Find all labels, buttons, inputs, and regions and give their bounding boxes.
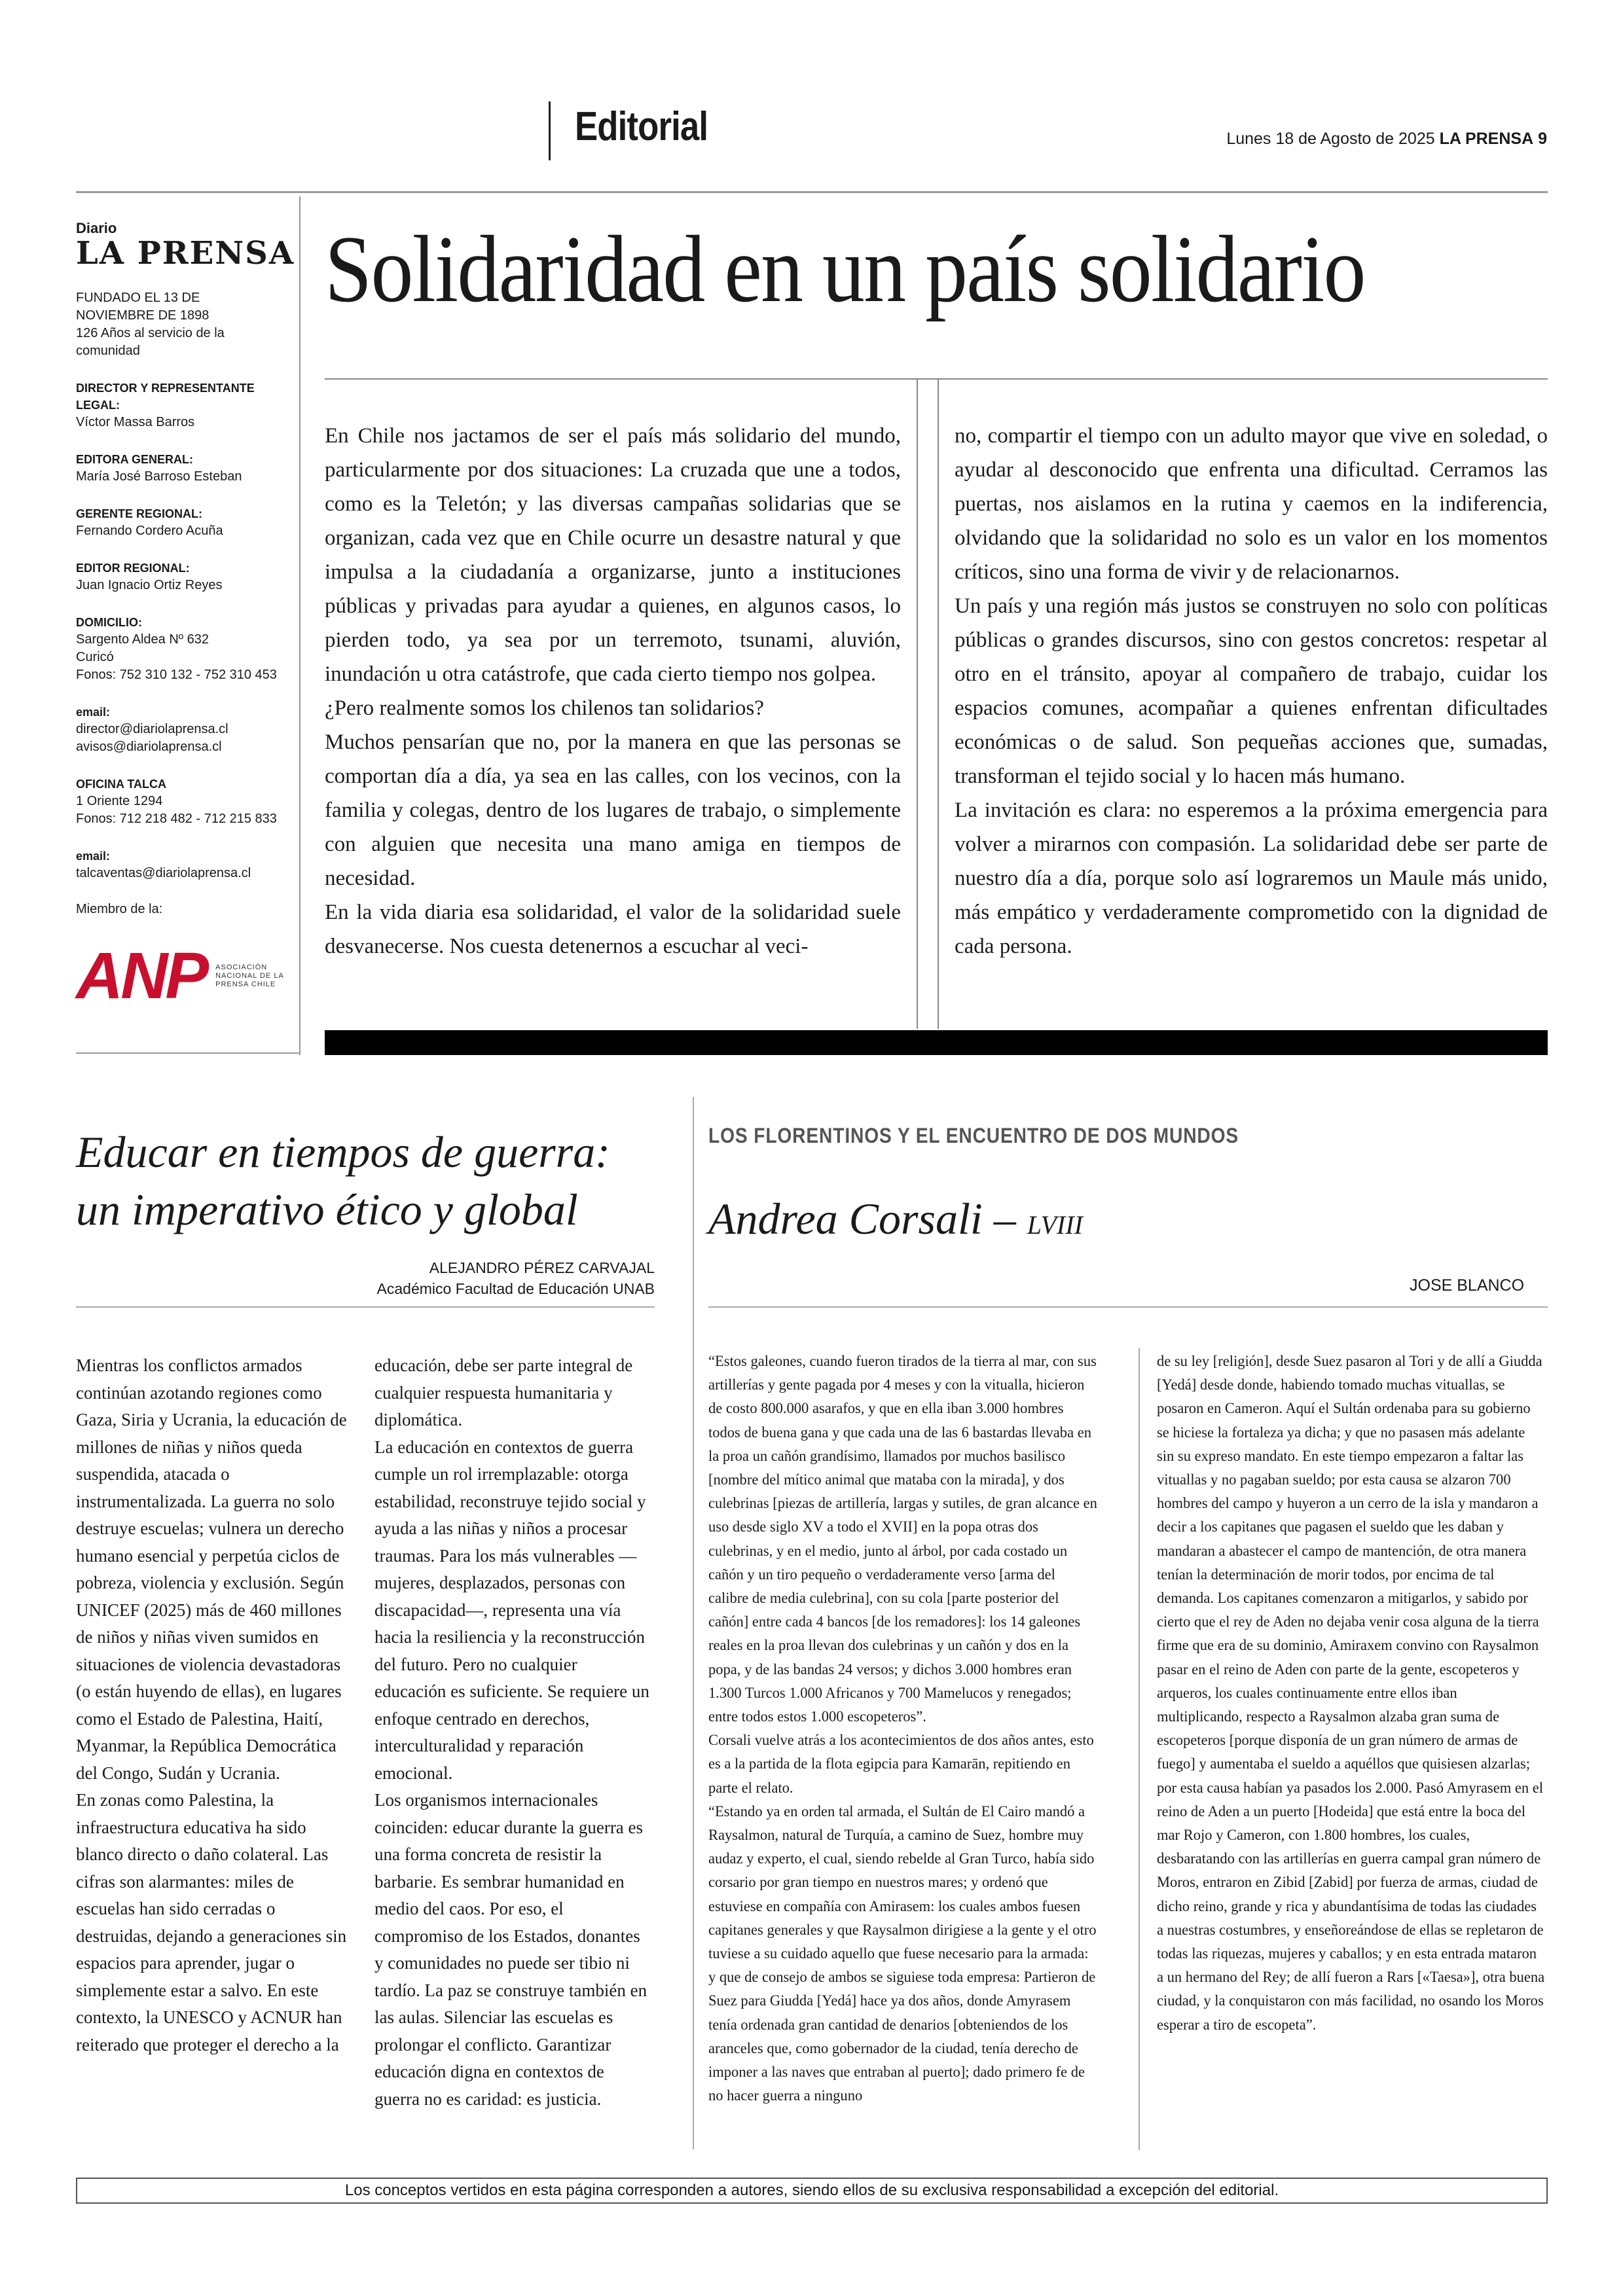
article1-paragraph: educación, debe ser parte integral de cualquier respuesta humanitaria y diplomática. bbox=[374, 1355, 633, 1429]
masthead-block-gerente bbox=[76, 505, 299, 540]
article2-author: JOSE BLANCO bbox=[1410, 1276, 1525, 1295]
article2-paragraph: Corsali vuelve atrás a los acontecimientos de dos años antes, esto es a la partida de la flota egipcia para Kamarān, repitiendo en parte el relato. bbox=[708, 1732, 1094, 1797]
article2-paragraph: “Estando ya en orden tal armada, el Sultán de El Cairo mandó a Raysalmon, natural de Turquía, a camino de Suez, hombre muy audaz y experto, el cual, siendo rebelde al Gran Turco, había sido corsario por gran tiempo en nuestros mares; y ordenó que estuviese en compañía con Amirasem: los cuales ambos fuesen capitanes generales y que Raysalmon dirigiese a la gente y el otro tuviese a su cuidado aquello que fuese necesario para la armada: y que de consejo de ambos se siguiese toda empresa: Partieron de Suez para Giudda [Yedá] hace ya dos años, donde Amyrasem tenía ordenada gran cantidad de denarios [obteniendos de los aranceles que, como gobernador de la ciudad, tenía derecho de imponer a las naves que entraban al puerto]; dado primero fe de no hacer guerra a ninguno bbox=[708, 1803, 1097, 2105]
header-dateline bbox=[1226, 130, 1547, 149]
masthead-block-editora bbox=[76, 451, 299, 486]
article2-column-rule bbox=[1139, 1348, 1140, 2150]
masthead-label: OFICINA TALCA bbox=[76, 778, 166, 791]
editorial-paragraph: En Chile nos jactamos de ser el país más solidario del mundo, particularmente por dos situaciones: La cruzada que une a todos, como es la Teletón; y las diversas campañas solidarias que se organizan, cada vez que en Chile ocurre un desastre natural y que impulsa a la ciudadanía a organizarse, junto a instituciones públicas y privadas para ayudar a quienes, en algunos casos, lo pierden todo, ya sea por un terremoto, tsunami, aluvión, inundación u otra catástrofe, que cada cierto tiempo nos golpea. bbox=[325, 424, 901, 686]
masthead-label: DOMICILIO: bbox=[76, 616, 142, 630]
masthead-founded: FUNDADO EL 13 DE NOVIEMBRE DE 1898 126 Años al servicio de la comunidad bbox=[76, 291, 225, 359]
editorial-title: Solidaridad en un país solidario bbox=[325, 216, 1365, 322]
article1-title: Educar en tiempos de guerra: un imperativo ético y global bbox=[76, 1127, 610, 1234]
masthead-block-email bbox=[76, 704, 299, 756]
article2-kicker: LOS FLORENTINOS Y EL ENCUENTRO DE DOS MUNDOS bbox=[708, 1124, 1239, 1147]
editorial-column-1 bbox=[325, 419, 901, 963]
sidebar-rule bbox=[299, 196, 301, 1055]
article2-column-1 bbox=[708, 1350, 1097, 2108]
masthead-value: María José Barroso Esteban bbox=[76, 469, 242, 484]
masthead-member: Miembro de la: bbox=[76, 902, 163, 917]
masthead-sidebar bbox=[76, 220, 299, 1013]
editorial-paragraph: ¿Pero realmente somos los chilenos tan solidarios? bbox=[325, 696, 764, 720]
header-date: Lunes 18 de Agosto de 2025 bbox=[1226, 130, 1435, 148]
article1-column-2 bbox=[374, 1352, 649, 2113]
masthead-block-director bbox=[76, 380, 299, 431]
anp-logo-letters: ANP bbox=[76, 939, 207, 1013]
masthead-block-domicilio bbox=[76, 614, 299, 684]
anp-logo-text: ASOCIACIÓN NACIONAL DE LA PRENSA CHILE bbox=[215, 963, 284, 988]
editorial-paragraph: En la vida diaria esa solidaridad, el valor de la solidaridad suele desvanecerse. Nos cuesta detenernos a escuchar al veci- bbox=[325, 901, 901, 958]
masthead-value: Juan Ignacio Ortiz Reyes bbox=[76, 578, 223, 593]
masthead-value[interactable]: director@diariolaprensa.cl avisos@diariolaprensa.cl bbox=[76, 722, 228, 755]
article2-paragraph: “Estos galeones, cuando fueron tirados de la tierra al mar, con sus artillerías y gente pagada por 4 meses y con la vitualla, hicieron de costo 800.000 asarafos, y que en ella iban 3.000 hombres todos de buena gana y que cada una de las 6 bastardas llevaba en la proa un cañón grandísimo, llamados por muchos basilisco [nombre del mítico animal que mataba con la mirada], y dos culebrinas [piezas de artillería, largas y sutiles, de gran alcance en uso desde siglo XV a todo el XVII] en la popa otras dos culebrinas, y en el medio, junto al árbol, por cada costado un cañón y un tiro pequeño o verdaderamente verso [arma del calibre de media culebrina], con su cola [parte posterior del cañón] entre cada 4 bancos [de los remadores]: los 14 galeones reales en la proa llevan dos culebrinas y un cañón y dos en la popa, y de las bandas 24 versos; y dichos 3.000 hombres eran 1.300 Turcos 1.000 Africanos y 700 Mamelucos y renegados; entre todos estos 1.000 escopeteros”. bbox=[708, 1353, 1097, 1726]
anp-logo bbox=[76, 939, 299, 1013]
article1-byline bbox=[76, 1257, 655, 1299]
article1-author: ALEJANDRO PÉREZ CARVAJAL bbox=[429, 1259, 655, 1276]
header-page-number: 9 bbox=[1538, 130, 1547, 148]
masthead-block-talca bbox=[76, 776, 299, 828]
article1-paragraph: Mientras los conflictos armados continúan azotando regiones como Gaza, Siria y Ucrania, la educación de millones de niñas y niños queda suspendida, atacada o instrumentalizada. La guerra no solo destruye escuelas; vulnera un derecho humano esencial y perpetúa ciclos de pobreza, violencia y exclusión. Según UNICEF (2025) más de 460 millones de niños y niñas viven sumidos en situaciones de violencia devastadoras (o están huyendo de ellas), en lugares como el Estado de Palestina, Haití, Myanmar, la República Democrática del Congo, Sudán y Ucrania. bbox=[76, 1355, 347, 1783]
editorial-column-rule bbox=[938, 378, 939, 1029]
masthead-block-talca-email bbox=[76, 848, 299, 882]
header-paper-name: LA PRENSA bbox=[1439, 130, 1534, 148]
editorial-paragraph: Muchos pensarían que no, por la manera en que las personas se comportan día a día, ya sea en las calles, con los vecinos, con la familia y colegas, dentro de los lugares de trabajo, o simplemente con alguien que necesita una mano amiga en tiempos de necesidad. bbox=[325, 730, 901, 890]
article1-paragraph: En zonas como Palestina, la infraestructura educativa ha sido blanco directo o daño colateral. Las cifras son alarmantes: miles de escuelas han sido cerradas o destruidas, dejando a generaciones sin espacios para aprender, jugar o simplemente estar a salvo. En este contexto, la UNESCO y ACNUR han reiterado que proteger el derecho a la bbox=[76, 1790, 347, 2054]
masthead-name: LA PRENSA bbox=[76, 235, 295, 272]
masthead-label: email: bbox=[76, 850, 111, 863]
masthead-label: EDITOR REGIONAL: bbox=[76, 562, 190, 575]
editorial-black-bar bbox=[325, 1030, 1548, 1055]
article1-column-1 bbox=[76, 1352, 351, 2058]
article2-paragraph: de su ley [religión], desde Suez pasaron al Tori y de allí a Giudda [Yedá] desde donde, habiendo tomado muchas vituallas, se posaron en Cameron. Aquí el Sultán ordenaba para su gobierno se hiciese la fortaleza ya dicha; y que no pasasen más adelante sin su expreso mandato. En este tiempo empezaron a faltar las vituallas y no pagaban sueldo; por esta causa se alzaron 700 hombres del campo y huyeron a un cerro de la isla y mandaron a decir a los capitanes que pagasen el sueldo que les daban y mandaran a abastecer el campo de mantención, de otra manera tenían la determinación de morir todos, por encima de tal demanda. Los capitanes comenzaron a mitigarlos, y sabido por cierto que el rey de Aden no dejaba venir cosa alguna de la tierra firme que era de su dominio, Amiraxem convino con Raysalmon pasar en el reino de Aden con parte de la gente, escopeteros y arqueros, los cuales continuamente entre ellos iban multiplicando, respecto a Raysalmon alzaba gran suma de escopeteros [porque disponía de un gran número de armas de fuego] y aumentaba el sueldo a aquéllos que quisiesen alzarlas; por esta causa habían ya pasados los 2.000. Pasó Amyrasem en el reino de Aden a un puerto [Hodeida] que está entre la boca del mar Rojo y Cameron, con 1.800 hombres, los cuales, desbaratando con las artillerías en guerra campal gran número de Moros, entraron en Zibid [Zabid] por fuerza de armas, ciudad de dicho reino, grande y rica y abundantísima de todas las ciudades a nuestras costumbres, y enseñoreándose de ellas se repletaron de todas las riquezas, mujeres y caballos; y en esta entrada mataron a un hermano del Rey; de allí fueron a Rars [«Taesa»], otra buena ciudad, y la conquistaron con más facilidad, no osando los Moros esperar a tiro de escopeta”. bbox=[1157, 1353, 1545, 2034]
masthead-label: email: bbox=[76, 706, 111, 719]
article1-paragraph: Los organismos internacionales coinciden: educar durante la guerra es una forma concreta de resistir la barbarie. Es sembrar humanidad en medio del caos. Por eso, el compromiso de los Estados, donantes y comunidades no puede ser tibio ni tardío. La paz se construye también en las aulas. Silenciar las escuelas es prolongar el conflicto. Garantizar educación digna en contextos de guerra no es caridad: es justicia. bbox=[374, 1790, 647, 2109]
article2-title-wrap bbox=[708, 1189, 1083, 1255]
masthead-block-editor bbox=[76, 560, 299, 594]
article1-paragraph: La educación en contextos de guerra cumple un rol irremplazable: otorga estabilidad, reconstruye tejido social y ayuda a las niñas y niños a procesar traumas. Para los más vulnerables —mujeres, desplazados, personas con discapacidad—, representa una vía hacia la resiliencia y la reconstrucción del futuro. Pero no cualquier educación es suficiente. Se requiere un enfoque centrado en derechos, interculturalidad y reparación emocional. bbox=[374, 1437, 649, 1783]
article1-rule bbox=[76, 1306, 655, 1308]
editorial-rule bbox=[325, 378, 1548, 380]
article2-title-sub: LVIII bbox=[1027, 1210, 1083, 1240]
masthead-value: Fernando Cordero Acuña bbox=[76, 524, 223, 539]
editorial-paragraph: La invitación es clara: no esperemos a la próxima emergencia para volver a mirarnos con compasión. La solidaridad debe ser parte de nuestro día a día, porque solo así lograremos un Maule más unido, más empático y verdaderamente comprometido con la dignidad de cada persona. bbox=[955, 798, 1548, 958]
header-rule bbox=[76, 191, 1548, 193]
article2-title: Andrea Corsali – bbox=[708, 1194, 1016, 1244]
editorial-column-rule bbox=[917, 378, 918, 1029]
articles-divider bbox=[693, 1097, 694, 2149]
editorial-column-2 bbox=[955, 419, 1548, 963]
article1-author-role: Académico Facultad de Educación UNAB bbox=[376, 1280, 655, 1297]
masthead-value[interactable]: talcaventas@diariolaprensa.cl bbox=[76, 866, 251, 881]
masthead-value: Víctor Massa Barros bbox=[76, 415, 195, 430]
masthead-label: DIRECTOR Y REPRESENTANTE LEGAL: bbox=[76, 382, 255, 412]
masthead-label: EDITORA GENERAL: bbox=[76, 453, 194, 467]
masthead-value: Sargento Aldea Nº 632 Curicó Fonos: 752 310 132 - 752 310 453 bbox=[76, 632, 277, 683]
header-divider bbox=[549, 101, 551, 160]
masthead-diario: Diario bbox=[76, 220, 117, 236]
editorial-paragraph: Un país y una región más justos se construyen no solo con políticas públicas o grandes discursos, sino con gestos concretos: respetar al otro en el tránsito, apoyar al compañero de trabajo, cuidar los espacios comunes, acompañar a quienes enfrentan dificultades económicas o de salud. Son pequeñas acciones que, sumadas, transforman el tejido social y lo hacen más humano. bbox=[955, 594, 1548, 788]
editorial-paragraph: no, compartir el tiempo con un adulto mayor que vive en soledad, o ayudar al desconocido que enfrenta una dificultad. Cerramos las puertas, nos aislamos en la rutina y caemos en la indiferencia, olvidando que la solidaridad no solo es un valor en los momentos críticos, sino una forma de vivir y de relacionarnos. bbox=[955, 424, 1548, 584]
masthead-value: 1 Oriente 1294 Fonos: 712 218 482 - 712 215 833 bbox=[76, 794, 277, 827]
footer-disclaimer: Los conceptos vertidos en esta página corresponden a autores, siendo ellos de su exclusiva responsabilidad a excepción del editorial. bbox=[76, 2178, 1548, 2204]
masthead-label: GERENTE REGIONAL: bbox=[76, 507, 203, 521]
sidebar-bottom-rule bbox=[76, 1052, 301, 1054]
section-title: Editorial bbox=[575, 104, 708, 149]
article2-column-2 bbox=[1157, 1350, 1546, 2037]
article2-rule bbox=[708, 1306, 1548, 1308]
